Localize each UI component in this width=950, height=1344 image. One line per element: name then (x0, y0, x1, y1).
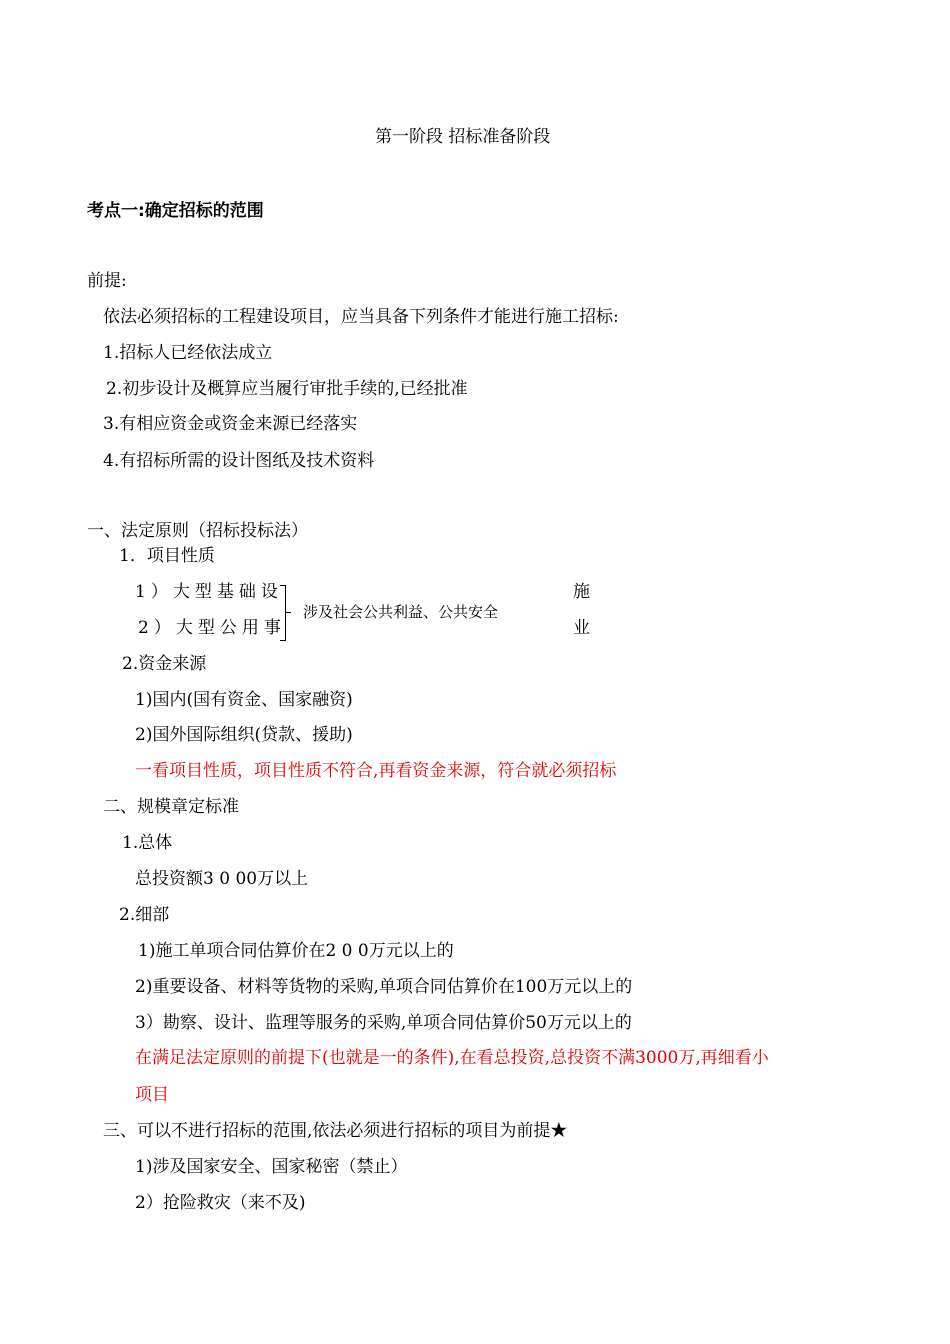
fund-item: 2)国外国际组织(贷款、援助) (135, 725, 353, 745)
condition-item: 1.招标人已经依法成立 (103, 343, 273, 363)
brace-text: 涉及社会公共利益、公共安全 (303, 603, 499, 621)
detail-item: 3）勘察、设计、监理等服务的采购,单项合同估算价50万元以上的 (135, 1013, 632, 1033)
side-char: 施 (573, 582, 590, 602)
part2-note-cont: 项目 (135, 1085, 169, 1105)
side-char: 业 (573, 618, 590, 638)
part1-heading: 一、法定原则（招标投标法） (87, 521, 308, 541)
part3-heading: 三、可以不进行招标的范围,依法必须进行招标的项目为前提★ (103, 1121, 568, 1141)
premise-label: 前提: (87, 271, 127, 291)
part1-note: 一看项目性质，项目性质不符合,再看资金来源，符合就必须招标 (135, 761, 617, 781)
exempt-item: 2）抢险救灾（来不及) (135, 1193, 306, 1213)
nature-label: 1．项目性质 (119, 546, 215, 566)
part2-note: 在满足法定原则的前提下(也就是一的条件),在看总投资,总投资不满3000万,再细看小 (135, 1048, 769, 1068)
nature-item: 2）大型公用事 (138, 618, 286, 638)
page-title: 第一阶段 招标准备阶段 (375, 127, 551, 147)
premise-intro: 依法必须招标的工程建设项目，应当具备下列条件才能进行施工招标: (103, 307, 619, 327)
total-label: 1.总体 (122, 833, 173, 853)
nature-item: 1）大型基础设 (135, 582, 283, 602)
condition-item: 2.初步设计及概算应当履行审批手续的,已经批准 (106, 379, 468, 399)
section-heading: 考点一:确定招标的范围 (87, 201, 264, 221)
fund-label: 2.资金来源 (122, 654, 207, 674)
detail-label: 2.细部 (119, 905, 170, 925)
part2-heading: 二、规模章定标准 (103, 797, 239, 817)
detail-item: 1)施工单项合同估算价在2 0 0万元以上的 (138, 941, 454, 961)
detail-item: 2)重要设备、材料等货物的采购,单项合同估算价在100万元以上的 (135, 977, 633, 997)
total-text: 总投资额3 0 00万以上 (135, 869, 309, 889)
condition-item: 4.有招标所需的设计图纸及技术资料 (103, 451, 375, 471)
exempt-item: 1)涉及国家安全、国家秘密（禁止） (135, 1157, 408, 1177)
condition-item: 3.有相应资金或资金来源已经落实 (103, 414, 358, 434)
fund-item: 1)国内(国有资金、国家融资) (135, 690, 353, 710)
